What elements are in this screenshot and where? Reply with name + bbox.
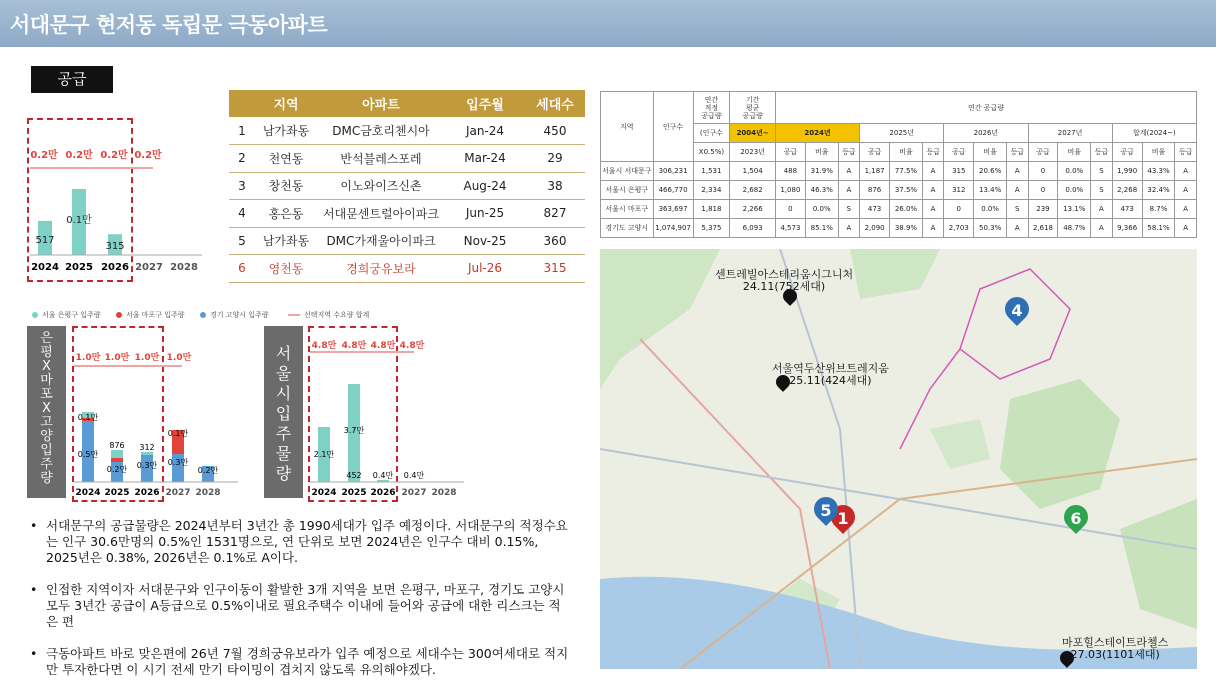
table-cell: DMC금호리첸시아 [317,117,445,145]
chart2-year: 2025 [104,488,130,498]
stats-cell: 0.0% [805,200,838,219]
stats-cell: 0 [1028,162,1058,181]
table-row [229,145,585,173]
stats-cell: 488 [775,162,805,181]
chart2-bar-mapo [111,458,123,462]
stats-cell: A [1175,200,1197,219]
title-bar [0,0,1216,47]
map-background [600,249,1197,669]
stats-cell: 0 [944,200,974,219]
stats-cell: S [1091,181,1112,200]
stats-cell: A [838,181,859,200]
table-cell: 창천동 [255,172,317,200]
table-cell: 6 [229,255,255,283]
stats-subheader: 등급 [1175,143,1197,162]
stats-cell: 363,697 [653,200,693,219]
table-cell: 2 [229,145,255,173]
stats-cell: 2,334 [693,181,730,200]
chart3-need-label: 4.8만 [311,341,337,351]
stats-cell: 13.4% [974,181,1007,200]
chart2-bottom-label: 0.3만 [167,458,189,467]
stats-subheader: 공급 [1112,143,1142,162]
stats-header-period: 2004년~ [730,124,776,143]
table-row [229,255,585,283]
stats-subheader: 공급 [775,143,805,162]
stats-subheader: 등급 [1091,143,1112,162]
stats-cell: 20.6% [974,162,1007,181]
stats-subheader: 공급 [1028,143,1058,162]
chart2 [72,340,242,500]
stats-header-year: 2024년 [775,124,859,143]
stats-cell: 경기도 고양시 [601,219,654,238]
chart3-value-label: 0.4만 [372,471,394,480]
map-marker-1-label: 1 [837,509,849,528]
stats-cell: 43.3% [1142,162,1175,181]
chart2-top-label: 312 [139,443,155,452]
stats-subheader: 비율 [1058,143,1091,162]
chart2-vertical-label: 은평X마포X고양 입주량 [27,326,66,498]
table-cell: DMC가재울아이파크 [317,227,445,255]
bullet-3: • 극동아파트 바로 맞은편에 26년 7월 경희궁유보라가 입주 예정으로 세대수는 300여세대로 적지만 투자한다면 이 시기 전세 만기 타이밍이 겹치지 않도록 유의해야겠다. [30,646,569,677]
stats-header-region: 지역 [601,92,654,162]
stats-cell: A [1175,162,1197,181]
chart2-need-label: 1.0만 [75,353,101,363]
chart1-year: 2028 [170,262,198,273]
stats-cell: 77.5% [890,162,923,181]
stats-cell: 2,268 [1112,181,1142,200]
table-cell: 29 [525,145,585,173]
table-cell: Jun-25 [445,200,525,228]
table-cell: Mar-24 [445,145,525,173]
stats-cell: 2,618 [1028,219,1058,238]
stats-header-c2: 기간 평균 공급량 [730,92,776,124]
table-row [229,172,585,200]
col-header: 아파트 [317,90,445,117]
stats-cell: 0.0% [1058,162,1091,181]
stats-cell: A [838,219,859,238]
table-cell: 반석블레스포레 [317,145,445,173]
stats-subheader: 등급 [1007,143,1028,162]
table-cell: 827 [525,200,585,228]
chart3 [308,340,468,500]
stats-subheader: 비율 [974,143,1007,162]
table-cell: 450 [525,117,585,145]
stats-header-c1: 연간 적정 공급량 [693,92,730,124]
stats-cell: 473 [860,200,890,219]
stats-subheader: 등급 [922,143,943,162]
stats-cell: 1,818 [693,200,730,219]
table-row [229,200,585,228]
chart2-year: 2028 [195,488,221,498]
stats-row [601,219,1197,238]
stats-row [601,162,1197,181]
stats-cell: 58.1% [1142,219,1175,238]
stats-cell: A [1175,219,1197,238]
chart1-year: 2026 [101,262,129,273]
chart1-year: 2024 [31,262,59,273]
legend-label: 선택지역 수요량 합계 [304,311,370,319]
chart2-bottom-label: 0.3만 [136,461,158,470]
stats-header-pop: 인구수 [653,92,693,162]
chart-legend [32,309,372,321]
table-cell: 남가좌동 [255,117,317,145]
table-cell: 360 [525,227,585,255]
stats-row [601,181,1197,200]
chart3-year: 2024 [311,488,337,498]
chart3-year: 2028 [431,488,457,498]
stats-cell: 6,093 [730,219,776,238]
stats-cell: 48.7% [1058,219,1091,238]
stats-subheader: 비율 [890,143,923,162]
stats-cell: 8.7% [1142,200,1175,219]
table-cell: 천연동 [255,145,317,173]
stats-header-year: 2025년 [860,124,944,143]
chart2-top-label: 0.1만 [167,429,189,438]
stats-header-year: 2026년 [944,124,1028,143]
chart2-bar-eunpyeong [111,450,123,458]
col-header: 지역 [255,90,317,117]
stats-cell: 0 [775,200,805,219]
stats-cell: A [922,181,943,200]
stats-cell: 315 [944,162,974,181]
chart2-year: 2027 [165,488,191,498]
stats-cell: 37.5% [890,181,923,200]
table-header [229,90,585,117]
chart2-top-label: 876 [109,441,125,450]
stats-cell: 2,090 [860,219,890,238]
chart3-year: 2025 [341,488,367,498]
stats-cell: 0.0% [1058,181,1091,200]
table-cell: 경희궁유보라 [317,255,445,283]
chart2-bottom-label: 0.5만 [77,450,99,459]
stats-cell: 1,504 [730,162,776,181]
stats-subheader: 등급 [838,143,859,162]
stats-row [601,200,1197,219]
stats-subheader: 공급 [860,143,890,162]
supply-stats-table [600,91,1197,238]
table-cell: Jan-24 [445,117,525,145]
stats-cell: 26.0% [890,200,923,219]
stats-cell: 9,366 [1112,219,1142,238]
stats-cell: A [1091,200,1112,219]
stats-subheader: 공급 [944,143,974,162]
chart2-need-label: 1.0만 [104,353,130,363]
bullet-2: • 인접한 지역이자 서대문구와 인구이동이 활발한 3개 지역을 보면 은평구, 마포구, 경기도 고양시 모두 3년간 공급이 A등급으로 0.5%이내로 필요주택수 이내에 들어와 공급에 대한 리스크는 적은 편 [30,582,565,629]
stats-cell: S [1091,162,1112,181]
table-cell: 315 [525,255,585,283]
stats-cell: 876 [860,181,890,200]
chart1-year: 2025 [65,262,93,273]
table-cell: Jul-26 [445,255,525,283]
chart2-bar-eunpyeong [141,452,153,455]
stats-cell: 13.1% [1058,200,1091,219]
stats-cell: A [922,200,943,219]
stats-cell: 2,703 [944,219,974,238]
chart1-need-label: 0.2만 [65,150,93,161]
table-cell: 4 [229,200,255,228]
stats-cell: 1,074,907 [653,219,693,238]
location-map[interactable] [600,249,1197,669]
stats-cell: 2,266 [730,200,776,219]
chart3-year: 2027 [401,488,427,498]
chart3-vertical-label: 서울시 입주물량 [264,326,303,498]
chart2-bottom-label: 0.2만 [197,466,219,475]
chart3-need-label: 4.8만 [341,341,367,351]
table-cell: 서대문센트럴아이파크 [317,200,445,228]
map-label-1: 센트레빌아스테리움시그니처 24.11(752세대) [715,268,854,293]
table-cell: 3 [229,172,255,200]
stats-cell: 0 [1028,181,1058,200]
chart3-need-label: 4.8만 [370,341,396,351]
table-cell: 38 [525,172,585,200]
stats-header-year: 2027년 [1028,124,1112,143]
stats-header-x: X0.5%) [693,143,730,162]
bullet-1: • 서대문구의 공급물량은 2024년부터 3년간 총 1990세대가 입주 예정이다. 서대문구의 적정수요는 인구 30.6만명의 0.5%인 1531명으로, 연 단위로 보면 2024년은 인구수 대비 0.15%, 2025년은 0.38%, 2026년은 0.1%로 A이다. [30,518,568,565]
map-marker-4-label: 4 [1011,301,1023,320]
stats-cell: 1,080 [775,181,805,200]
stats-cell: 46.3% [805,181,838,200]
map-marker-6-label: 6 [1070,509,1082,528]
chart1-year: 2027 [135,262,163,273]
stats-cell: 4,573 [775,219,805,238]
stats-cell: S [838,200,859,219]
stats-cell: 서울시 서대문구 [601,162,654,181]
supply-badge: 공급 [31,66,113,93]
stats-cell: A [838,162,859,181]
stats-cell: 서울시 은평구 [601,181,654,200]
stats-cell: 38.9% [890,219,923,238]
page-title: 서대문구 현저동 독립문 극동아파트 [10,13,328,37]
chart3-value-label: 452 [346,471,362,480]
legend-label: 경기 고양시 입주량 [210,311,269,319]
stats-cell: 31.9% [805,162,838,181]
stats-cell: A [922,219,943,238]
stats-cell: 5,375 [693,219,730,238]
stats-cell: 50.3% [974,219,1007,238]
stats-header-main: 연간 공급량 [775,92,1196,124]
map-marker-5-label: 5 [820,501,832,520]
stats-cell: 466,770 [653,181,693,200]
stats-cell: S [1007,200,1028,219]
stats-header-pop2: (인구수 [693,124,730,143]
table-cell: 남가좌동 [255,227,317,255]
chart1-value-label: 517 [35,235,55,246]
stats-cell: 1,990 [1112,162,1142,181]
stats-subheader: 비율 [1142,143,1175,162]
map-label-3: 마포힐스테이트라첼스 27.03(1101세대) [1062,636,1169,661]
table-cell: 영천동 [255,255,317,283]
stats-header-2023: 2023년 [730,143,776,162]
stats-cell: 서울시 마포구 [601,200,654,219]
chart2-bottom-label: 0.2만 [106,465,128,474]
col-header: 세대수 [525,90,585,117]
stats-cell: A [1091,219,1112,238]
chart2-need-label: 1.0만 [134,353,160,363]
stats-subheader: 비율 [805,143,838,162]
legend-label: 서울 은평구 입주량 [42,311,101,319]
chart2-need-label: 1.0만 [166,353,192,363]
stats-cell: 1,531 [693,162,730,181]
stats-cell: 1,187 [860,162,890,181]
stats-cell: 306,231 [653,162,693,181]
chart3-value-label: 2.1만 [313,450,335,459]
chart1-need-label: 0.2만 [134,150,162,161]
stats-cell: 2,682 [730,181,776,200]
chart1-need-label: 0.2만 [100,150,128,161]
chart3-year: 2026 [370,488,396,498]
table-cell: 1 [229,117,255,145]
table-row [229,227,585,255]
chart1-value-label: 315 [105,241,125,252]
table-cell: 5 [229,227,255,255]
col-header: 입주월 [445,90,525,117]
stats-cell: 32.4% [1142,181,1175,200]
stats-cell: A [922,162,943,181]
table-cell: Nov-25 [445,227,525,255]
stats-cell: 473 [1112,200,1142,219]
supply-table [229,90,585,283]
stats-cell: A [1007,219,1028,238]
chart1-value-label: 0.1만 [66,215,92,226]
chart1 [27,130,207,280]
stats-cell: 239 [1028,200,1058,219]
stats-cell: A [1007,181,1028,200]
map-label-2: 서울역두산위브트레지움 25.11(424세대) [772,362,889,387]
legend-label: 서울 마포구 입주량 [126,311,185,319]
table-cell: Aug-24 [445,172,525,200]
stats-cell: 0.0% [974,200,1007,219]
chart3-value-label: 3.7만 [343,426,365,435]
col-header [229,90,255,117]
chart2-year: 2024 [75,488,101,498]
chart3-value-label: 0.4만 [403,471,425,480]
chart1-need-label: 0.2만 [30,150,58,161]
stats-cell: A [1007,162,1028,181]
stats-cell: 312 [944,181,974,200]
chart3-need-label: 4.8만 [399,341,425,351]
stats-cell: A [1175,181,1197,200]
table-row [229,117,585,145]
stats-header-year: 합계(2024~) [1112,124,1196,143]
chart2-year: 2026 [134,488,160,498]
table-cell: 이노와이즈신촌 [317,172,445,200]
stats-cell: 85.1% [805,219,838,238]
chart2-top-label: 0.1만 [77,413,99,422]
table-cell: 홍은동 [255,200,317,228]
